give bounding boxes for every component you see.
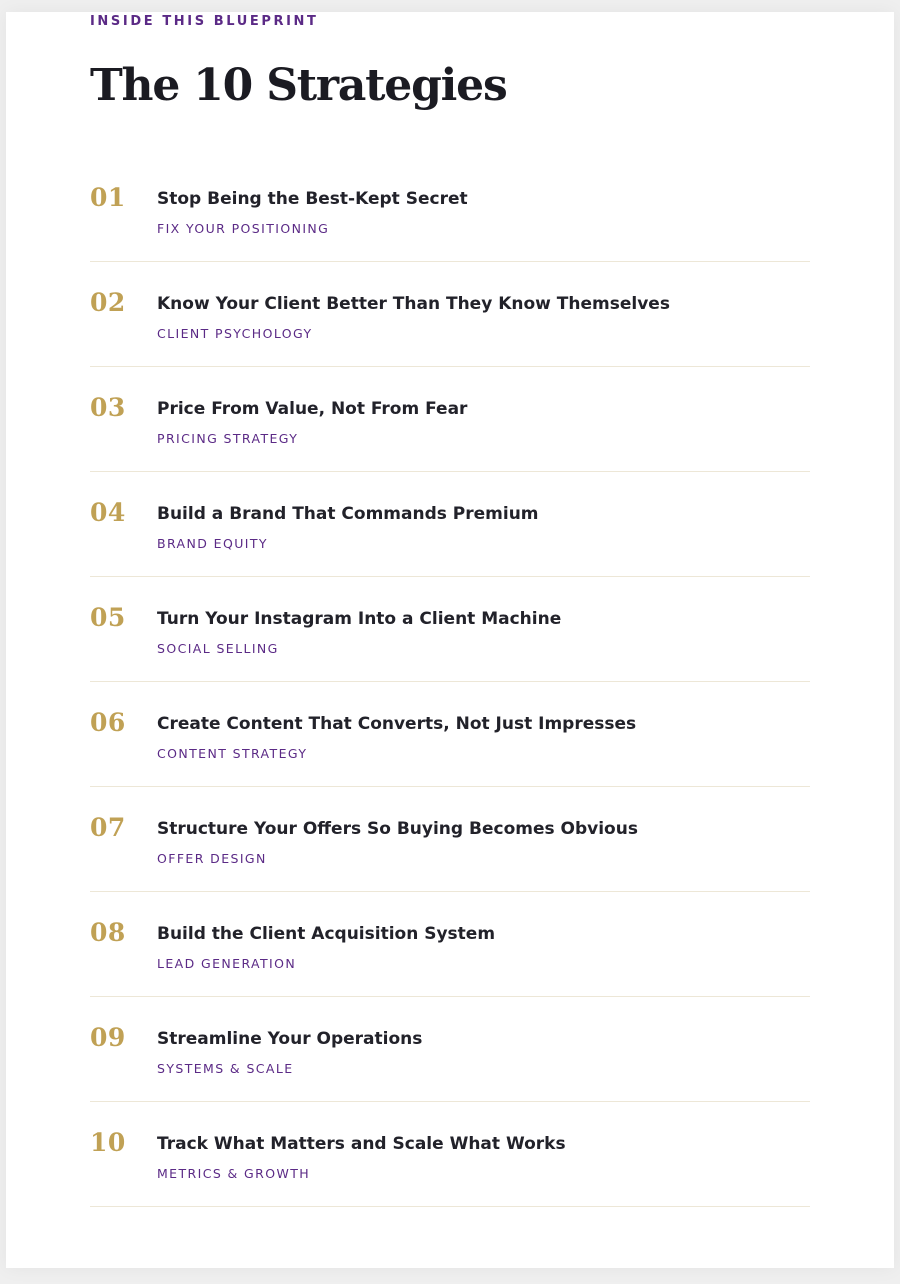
strategy-item	[90, 682, 810, 787]
strategy-item	[90, 157, 810, 262]
strategy-item	[90, 997, 810, 1102]
strategy-title: Structure Your Offers So Buying Becomes Obvious	[157, 819, 638, 839]
strategy-title: Streamline Your Operations	[157, 1029, 423, 1049]
strategy-tag: METRICS & GROWTH	[157, 1166, 311, 1181]
section-eyebrow: INSIDE THIS BLUEPRINT	[90, 14, 319, 29]
strategy-number: 04	[90, 498, 126, 527]
strategy-item	[90, 262, 810, 367]
strategy-item	[90, 577, 810, 682]
strategy-item	[90, 787, 810, 892]
strategy-number: 05	[90, 603, 126, 632]
strategy-number: 02	[90, 288, 126, 317]
strategy-title: Know Your Client Better Than They Know Themselves	[157, 294, 670, 314]
strategy-item	[90, 472, 810, 577]
page-title: The 10 Strategies	[90, 60, 507, 111]
strategy-title: Build the Client Acquisition System	[157, 924, 496, 944]
strategy-title: Build a Brand That Commands Premium	[157, 504, 539, 524]
strategy-item	[90, 892, 810, 997]
strategy-tag: CONTENT STRATEGY	[157, 746, 308, 761]
document-page	[6, 12, 894, 1268]
strategy-title: Price From Value, Not From Fear	[157, 399, 468, 419]
strategy-list	[90, 157, 810, 1207]
strategy-item	[90, 1102, 810, 1207]
strategy-title: Track What Matters and Scale What Works	[157, 1134, 566, 1154]
strategy-number: 06	[90, 708, 126, 737]
strategy-title: Stop Being the Best-Kept Secret	[157, 189, 468, 209]
strategy-tag: OFFER DESIGN	[157, 851, 267, 866]
strategy-tag: SYSTEMS & SCALE	[157, 1061, 294, 1076]
strategy-number: 10	[90, 1128, 126, 1157]
strategy-item	[90, 367, 810, 472]
strategy-title: Create Content That Converts, Not Just Impresses	[157, 714, 637, 734]
strategy-tag: LEAD GENERATION	[157, 956, 297, 971]
strategy-tag: BRAND EQUITY	[157, 536, 268, 551]
strategy-number: 09	[90, 1023, 126, 1052]
strategy-number: 01	[90, 183, 126, 212]
strategy-tag: CLIENT PSYCHOLOGY	[157, 326, 313, 341]
strategy-tag: FIX YOUR POSITIONING	[157, 221, 330, 236]
strategy-tag: PRICING STRATEGY	[157, 431, 299, 446]
strategy-number: 08	[90, 918, 126, 947]
strategy-title: Turn Your Instagram Into a Client Machine	[157, 609, 562, 629]
strategy-number: 07	[90, 813, 126, 842]
strategy-number: 03	[90, 393, 126, 422]
strategy-tag: SOCIAL SELLING	[157, 641, 279, 656]
